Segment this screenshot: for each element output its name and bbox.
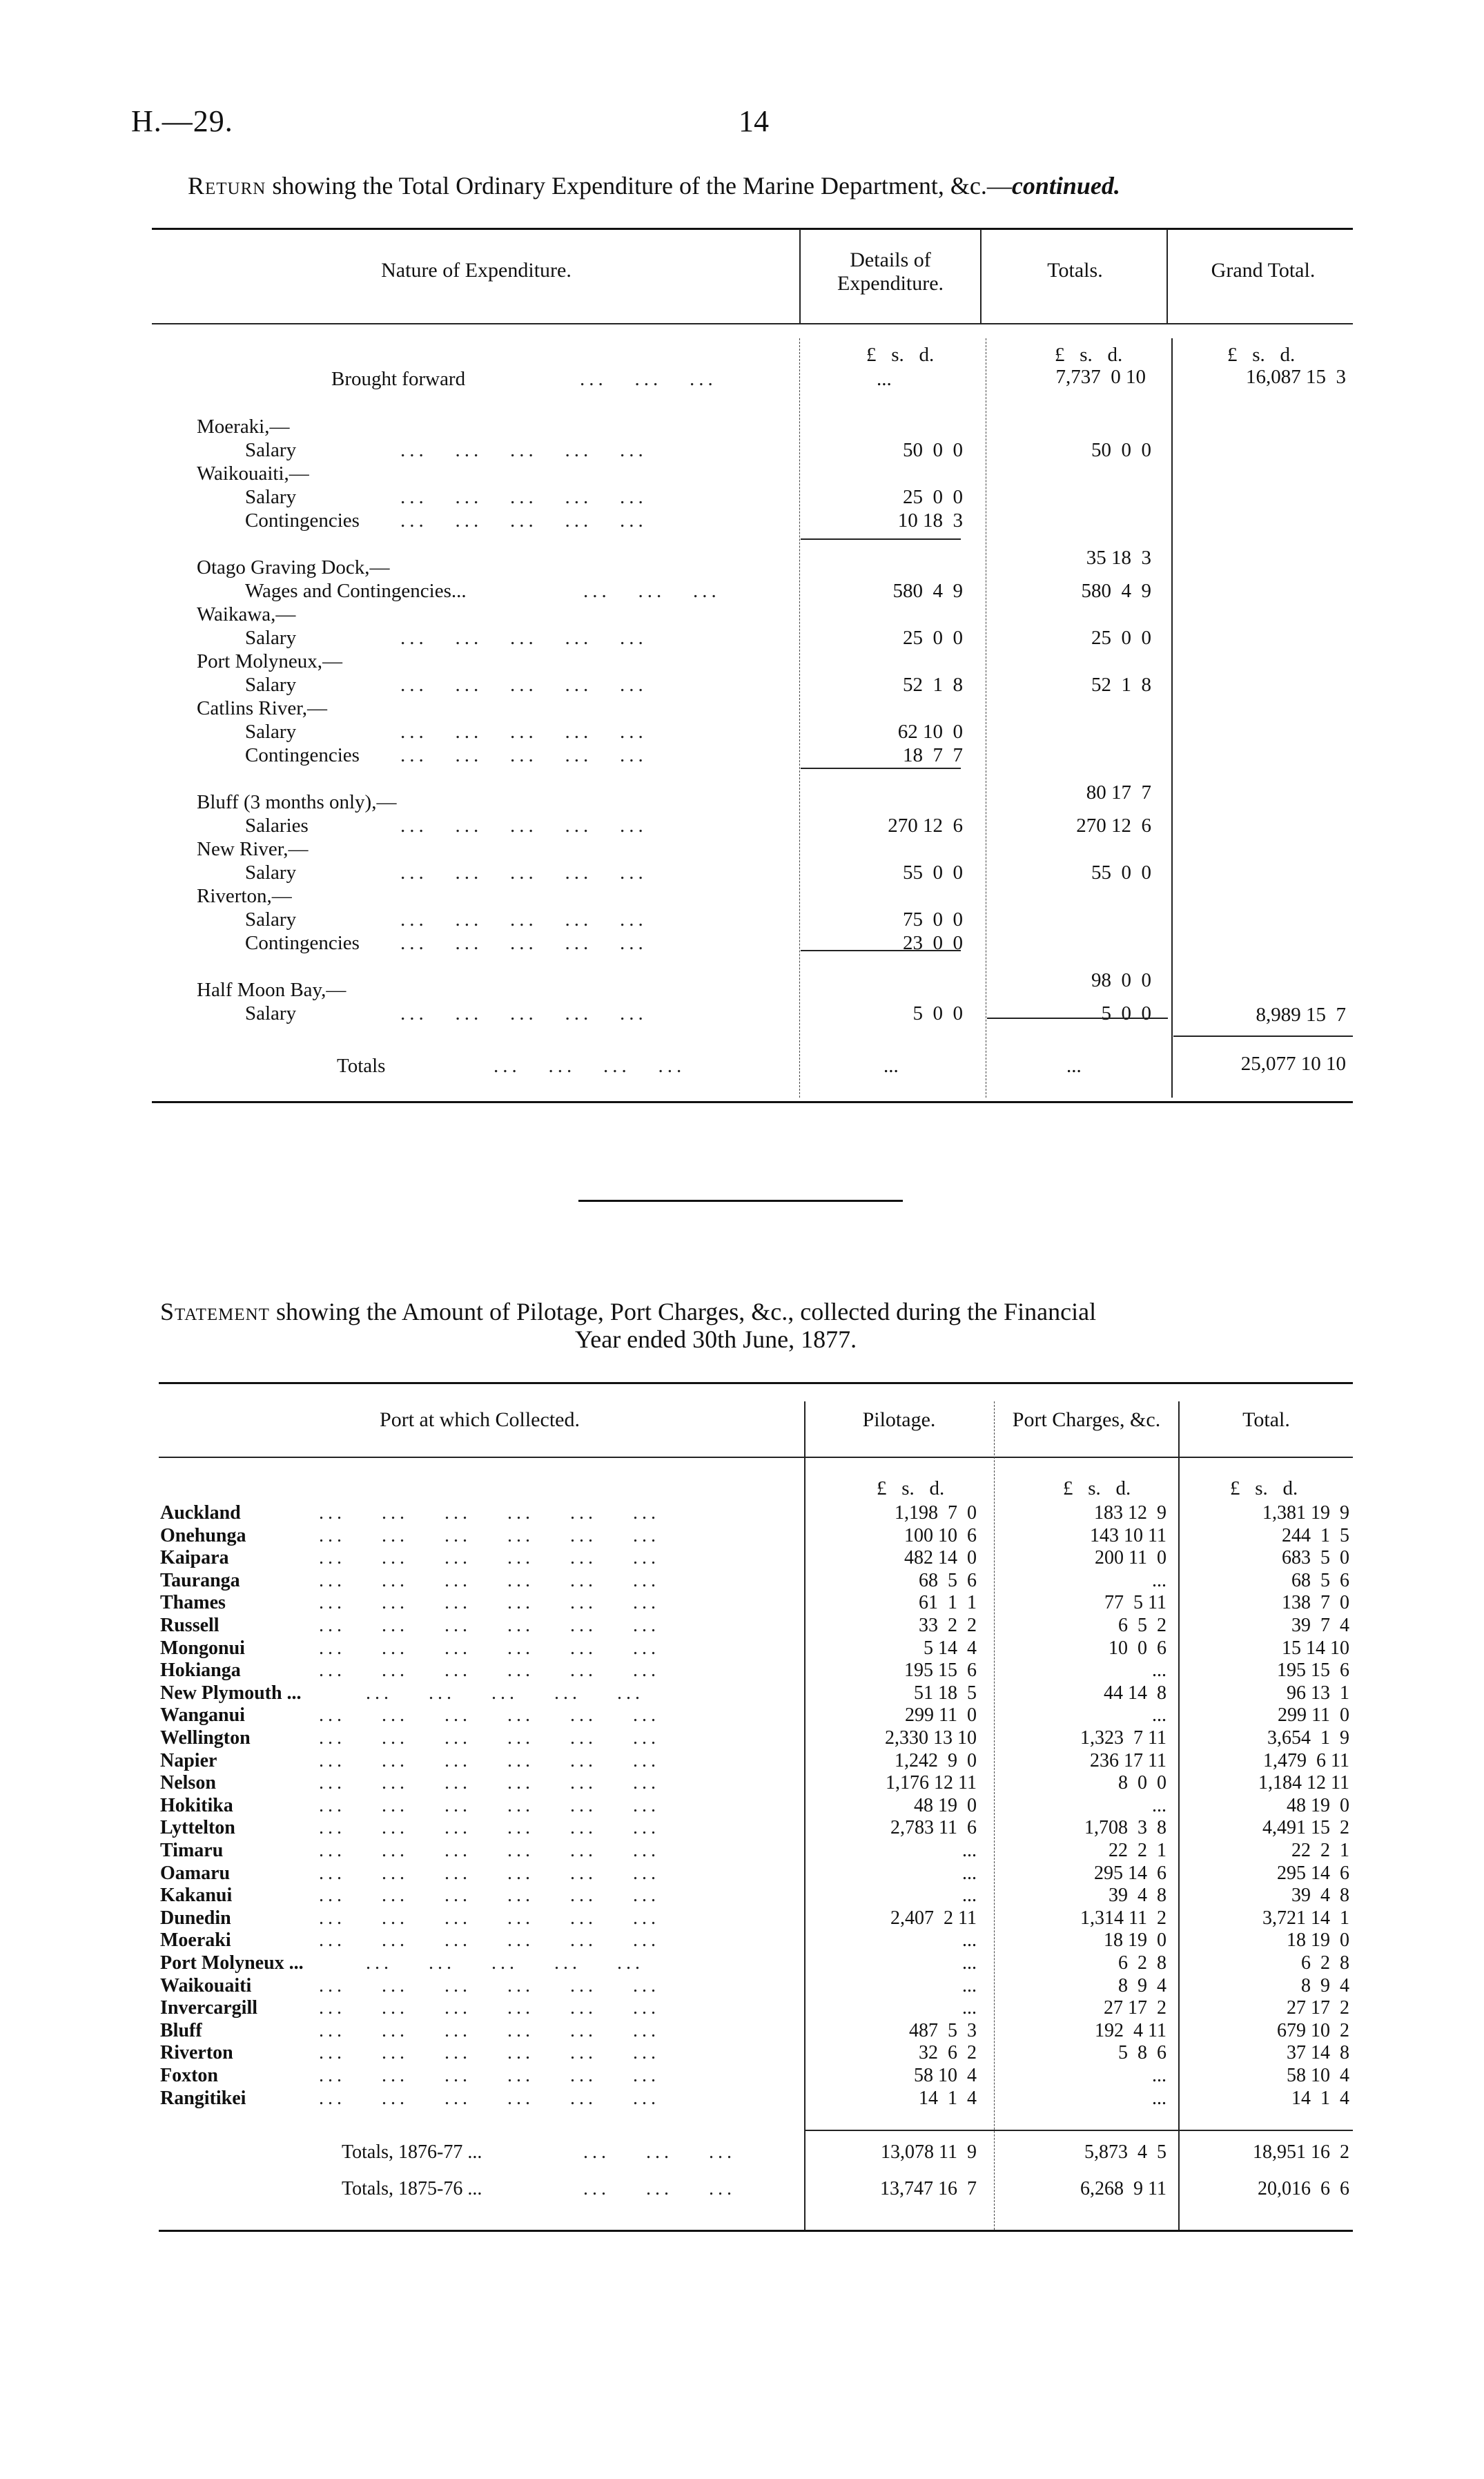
statement-col-divider-3	[1178, 1401, 1180, 2230]
brought-forward-details: ...	[877, 368, 892, 390]
leader-dots: ... ... ... ... ... ...	[319, 1997, 660, 2019]
leader-dots: ... ... ... ... ...	[400, 932, 647, 954]
statement-row-port: Auckland	[160, 1502, 241, 1524]
currency-pilotage: £ s. d.	[877, 1477, 945, 1499]
section-separator	[578, 1200, 903, 1202]
statement-totals-label: Totals, 1875-76 ...	[342, 2178, 482, 2199]
return-subrule-waikouaiti	[801, 538, 961, 540]
leader-dots: ... ... ... ... ... ...	[319, 1502, 660, 1524]
statement-row-total: 58 10 4	[1287, 2065, 1349, 2086]
statement-header-rule	[159, 1457, 1353, 1458]
return-row-details: 23 0 0	[903, 932, 963, 954]
statement-row-port: Timaru	[160, 1840, 224, 1861]
statement-row-port: Lyttelton	[160, 1817, 235, 1839]
return-row-label: Salary	[245, 1002, 297, 1024]
leader-dots: ... ... ... ... ... ...	[319, 1862, 660, 1884]
return-title-body: showing the Total Ordinary Expenditure of the Marine Department, &c.—	[266, 172, 1012, 200]
statement-row-total: 1,381 19 9	[1262, 1502, 1349, 1524]
currency-details: £ s. d.	[866, 344, 935, 366]
leader-dots: ... ... ... ... ... ...	[319, 1840, 660, 1861]
return-row-totals: 52 1 8	[1091, 674, 1151, 696]
return-row-label: Otago Graving Dock,—	[197, 556, 390, 579]
page-number: 14	[739, 104, 769, 138]
return-row-label: Port Molyneux,—	[197, 650, 343, 672]
statement-row-port: Rangitikei	[160, 2087, 246, 2109]
leader-dots: ... ... ... ... ... ...	[319, 1885, 660, 1907]
leader-dots: ... ... ... ... ... ...	[319, 1547, 660, 1569]
statement-row-pilotage: 32 6 2	[919, 2042, 977, 2064]
statement-row-total: 4,491 15 2	[1262, 1817, 1349, 1839]
leader-dots: ... ... ... ... ... ...	[319, 2065, 660, 2086]
statement-row-charges: 5 8 6	[1118, 2042, 1166, 2064]
statement-row-total: 39 7 4	[1291, 1615, 1349, 1636]
leader-dots: ... ... ... ... ... ...	[319, 1794, 660, 1816]
return-row-totals: 25 0 0	[1091, 627, 1151, 649]
statement-row-charges: ...	[1152, 1704, 1166, 1727]
statement-totals-charges: 6,268 9 11	[1080, 2178, 1166, 2199]
statement-row-charges: 44 14 8	[1104, 1682, 1166, 1704]
statement-row-total: 27 17 2	[1287, 1997, 1349, 2019]
statement-row-charges: 8 0 0	[1118, 1772, 1166, 1794]
statement-totals-label: Totals, 1876-77 ...	[342, 2141, 482, 2163]
return-grand-subrule	[1173, 1036, 1353, 1037]
return-col-divider-3	[1166, 229, 1168, 323]
return-row-totals: 55 0 0	[1091, 862, 1151, 884]
statement-row-charges: 6 2 8	[1118, 1952, 1166, 1974]
statement-row-total: 679 10 2	[1277, 2019, 1349, 2041]
statement-totals-pilotage: 13,078 11 9	[881, 2141, 977, 2163]
statement-row-pilotage: ...	[962, 1840, 977, 1861]
return-row-label: Salary	[245, 627, 297, 649]
statement-row-pilotage: ...	[962, 1997, 977, 2019]
currency-charges: £ s. d.	[1063, 1477, 1131, 1499]
leader-dots: ... ... ...	[580, 368, 717, 390]
statement-row-total: 37 14 8	[1287, 2042, 1349, 2064]
return-row-details: 75 0 0	[903, 908, 963, 931]
statement-title-line1: showing the Amount of Pilotage, Port Charges, &c., collected during the Financial	[269, 1298, 1097, 1325]
leader-dots: ... ... ... ... ... ...	[319, 1592, 660, 1614]
leader-dots: ... ... ... ... ...	[400, 815, 647, 837]
return-row-details: 55 0 0	[903, 862, 963, 884]
statement-row-charges: ...	[1152, 2087, 1166, 2109]
statement-row-pilotage: ...	[962, 1974, 977, 1996]
return-row-label: Contingencies	[245, 744, 360, 766]
statement-row-pilotage: 299 11 0	[905, 1704, 977, 1727]
statement-row-total: 18 19 0	[1287, 1929, 1349, 1952]
statement-row-pilotage: 48 19 0	[914, 1794, 977, 1816]
statement-row-pilotage: 61 1 1	[919, 1592, 977, 1614]
leader-dots: ... ... ... ... ... ...	[319, 1929, 660, 1952]
return-title-prefix: Return	[188, 172, 266, 200]
col-grand-total: Grand Total.	[1211, 259, 1316, 282]
statement-row-pilotage: ...	[962, 1929, 977, 1952]
leader-dots: ... ... ...	[583, 2141, 736, 2163]
statement-row-charges: 1,708 3 8	[1084, 1817, 1166, 1839]
leader-dots: ... ... ...	[583, 2178, 736, 2199]
statement-row-port: Foxton	[160, 2065, 218, 2086]
statement-row-charges: 39 4 8	[1109, 1885, 1166, 1907]
leader-dots: ... ... ... ... ... ...	[319, 2042, 660, 2064]
return-subtotal-grand: 8,989 15 7	[1256, 1004, 1346, 1026]
statement-row-pilotage: 51 18 5	[914, 1682, 977, 1704]
return-row-label: Waikawa,—	[197, 603, 296, 625]
document-reference: H.—29.	[131, 104, 233, 138]
statement-row-total: 1,479 6 11	[1263, 1749, 1349, 1771]
return-row-details: 25 0 0	[903, 627, 963, 649]
statement-row-charges: 1,323 7 11	[1080, 1727, 1166, 1749]
statement-row-charges: ...	[1152, 1660, 1166, 1682]
statement-title	[160, 1298, 1354, 1353]
col-total: Total.	[1242, 1408, 1290, 1431]
return-row-label: Catlins River,—	[197, 697, 327, 719]
col-port-collected: Port at which Collected.	[380, 1408, 580, 1431]
return-title-suffix: continued.	[1011, 172, 1120, 200]
return-row-details: 10 18 3	[897, 509, 963, 532]
statement-row-total: 244 1 5	[1282, 1524, 1349, 1546]
col-details-of-expenditure: Details of Expenditure.	[837, 249, 944, 295]
leader-dots: ... ... ... ... ...	[400, 674, 647, 696]
statement-row-total: 1,184 12 11	[1258, 1772, 1349, 1794]
leader-dots: ... ... ... ... ...	[400, 486, 647, 508]
statement-row-port: Port Molyneux ...	[160, 1952, 304, 1974]
statement-row-port: Dunedin	[160, 1907, 231, 1929]
return-row-details: 270 12 6	[888, 815, 963, 837]
currency-grand: £ s. d.	[1227, 344, 1296, 366]
statement-row-charges: 8 9 4	[1118, 1974, 1166, 1996]
return-row-label: Riverton,—	[197, 885, 292, 907]
return-row-label: Contingencies	[245, 509, 360, 532]
return-row-totals: 5 0 0	[1101, 1002, 1151, 1024]
statement-row-port: Thames	[160, 1592, 226, 1614]
leader-dots: ... ... ... ... ... ...	[319, 1637, 660, 1659]
leader-dots: ... ... ... ... ... ...	[319, 1974, 660, 1996]
statement-row-charges: 236 17 11	[1090, 1749, 1166, 1771]
leader-dots: ... ... ... ... ... ...	[319, 1615, 660, 1636]
statement-row-total: 68 5 6	[1291, 1569, 1349, 1591]
return-bottom-rule	[152, 1101, 1353, 1103]
return-totals-grand: 25,077 10 10	[1240, 1053, 1346, 1075]
statement-row-pilotage: 1,198 7 0	[895, 1502, 977, 1524]
statement-top-rule	[159, 1382, 1353, 1384]
return-row-details: 52 1 8	[903, 674, 963, 696]
statement-row-pilotage: 482 14 0	[904, 1547, 977, 1569]
statement-totals-pilotage: 13,747 16 7	[880, 2178, 977, 2199]
statement-row-pilotage: ...	[962, 1885, 977, 1907]
statement-row-port: Nelson	[160, 1772, 216, 1794]
statement-row-charges: 1,314 11 2	[1080, 1907, 1166, 1929]
statement-row-port: Bluff	[160, 2019, 202, 2041]
return-col-divider-2	[980, 229, 982, 323]
statement-row-port: Russell	[160, 1615, 219, 1636]
statement-row-total: 6 2 8	[1301, 1952, 1349, 1974]
statement-row-port: Hokianga	[160, 1660, 241, 1682]
statement-row-port: Kakanui	[160, 1885, 233, 1907]
statement-row-charges: ...	[1152, 1569, 1166, 1591]
leader-dots: ... ... ... ... ... ...	[319, 1660, 660, 1682]
return-header-rule	[152, 323, 1353, 324]
return-row-label: Salary	[245, 674, 297, 696]
return-title	[188, 171, 1120, 200]
leader-dots: ... ... ...	[583, 580, 721, 602]
return-row-label: Waikouaiti,—	[197, 463, 309, 485]
statement-row-port: Riverton	[160, 2042, 233, 2064]
statement-row-port: Waikouaiti	[160, 1974, 252, 1996]
leader-dots: ... ... ... ... ... ...	[319, 2087, 660, 2109]
statement-row-pilotage: 2,783 11 6	[890, 1817, 977, 1839]
statement-row-charges: 200 11 0	[1095, 1547, 1166, 1569]
statement-row-total: 15 14 10	[1282, 1637, 1349, 1659]
statement-row-total: 295 14 6	[1277, 1862, 1349, 1884]
statement-row-port: Napier	[160, 1749, 217, 1771]
leader-dots: ... ... ... ... ... ...	[319, 1569, 660, 1591]
statement-row-pilotage: 14 1 4	[919, 2087, 977, 2109]
col-pilotage: Pilotage.	[862, 1408, 936, 1431]
statement-row-charges: 18 19 0	[1104, 1929, 1166, 1952]
currency-total: £ s. d.	[1230, 1477, 1298, 1499]
statement-row-charges: 27 17 2	[1104, 1997, 1166, 2019]
leader-dots: ... ... ... ... ...	[400, 509, 647, 532]
return-row-label: Salary	[245, 908, 297, 931]
leader-dots: ... ... ... ... ... ...	[319, 1907, 660, 1929]
statement-row-charges: 77 5 11	[1104, 1592, 1166, 1614]
statement-row-pilotage: 100 10 6	[904, 1524, 977, 1546]
statement-row-total: 8 9 4	[1301, 1974, 1349, 1996]
statement-row-port: Wanganui	[160, 1704, 245, 1727]
statement-row-pilotage: 487 5 3	[909, 2019, 977, 2041]
currency-totals: £ s. d.	[1055, 344, 1123, 366]
return-row-label: New River,—	[197, 838, 309, 860]
statement-row-port: New Plymouth ...	[160, 1682, 302, 1704]
return-row-label: Half Moon Bay,—	[197, 979, 346, 1001]
return-row-label: Salary	[245, 862, 297, 884]
return-row-label: Salaries	[245, 815, 309, 837]
statement-row-port: Moeraki	[160, 1929, 231, 1952]
return-row-label: Salary	[245, 439, 297, 461]
return-top-rule	[152, 228, 1353, 230]
statement-row-charges: 22 2 1	[1109, 1840, 1166, 1861]
leader-dots: ... ... ... ... ...	[400, 627, 647, 649]
leader-dots: ... ... ... ... ... ...	[319, 2019, 660, 2041]
statement-row-pilotage: 1,176 12 11	[886, 1772, 977, 1794]
leader-dots: ... ... ... ... ... ...	[319, 1524, 660, 1546]
statement-row-charges: ...	[1152, 2065, 1166, 2086]
statement-row-pilotage: 68 5 6	[919, 1569, 977, 1591]
statement-row-pilotage: 58 10 4	[914, 2065, 977, 2086]
return-row-label: Moeraki,—	[197, 416, 290, 438]
return-body-divider-3	[1171, 338, 1173, 1098]
return-row-label: Salary	[245, 721, 297, 743]
statement-row-charges: 295 14 6	[1094, 1862, 1166, 1884]
statement-totals-rule	[804, 2130, 1353, 2131]
return-row-label: Contingencies	[245, 932, 360, 954]
statement-totals-charges: 5,873 4 5	[1084, 2141, 1166, 2163]
statement-row-pilotage: 2,407 2 11	[890, 1907, 977, 1929]
return-row-totals: 580 4 9	[1081, 580, 1151, 602]
leader-dots: ... ... ... ... ...	[400, 721, 647, 743]
statement-bottom-rule	[159, 2230, 1353, 2232]
return-row-details: 25 0 0	[903, 486, 963, 508]
col-nature-of-expenditure: Nature of Expenditure.	[381, 259, 572, 282]
statement-row-total: 96 13 1	[1287, 1682, 1349, 1704]
leader-dots: ... ... ... ... ...	[400, 862, 647, 884]
statement-totals-total: 18,951 16 2	[1253, 2141, 1349, 2163]
statement-title-prefix: Statement	[160, 1298, 270, 1325]
brought-forward-grand: 16,087 15 3	[1246, 366, 1346, 388]
return-body-divider-1	[799, 338, 800, 1098]
return-row-label: Bluff (3 months only),—	[197, 791, 397, 813]
return-subrule-catlins	[801, 768, 961, 769]
statement-row-port: Oamaru	[160, 1862, 231, 1884]
statement-row-charges: ...	[1152, 1794, 1166, 1816]
col-port-charges: Port Charges, &c.	[1012, 1408, 1161, 1431]
leader-dots: ... ... ... ... ...	[400, 908, 647, 931]
statement-row-pilotage: ...	[962, 1862, 977, 1884]
statement-row-charges: 6 5 2	[1118, 1615, 1166, 1636]
return-row-details: 580 4 9	[892, 580, 963, 602]
leader-dots: ... ... ... ... ... ...	[319, 1772, 660, 1794]
statement-title-line2: Year ended 30th June, 1877.	[574, 1325, 857, 1353]
return-row-details: 5 0 0	[912, 1002, 963, 1024]
statement-row-port: Invercargill	[160, 1997, 258, 2019]
brought-forward-totals: 7,737 0 10	[1055, 366, 1146, 388]
leader-dots: ... ... ... ... ...	[366, 1952, 644, 1974]
statement-totals-total: 20,016 6 6	[1258, 2178, 1349, 2199]
statement-row-charges: 183 12 9	[1094, 1502, 1166, 1524]
return-totals-label: Totals	[337, 1055, 386, 1077]
leader-dots: ... ... ... ... ...	[400, 744, 647, 766]
statement-row-port: Hokitika	[160, 1794, 233, 1816]
return-row-details: 62 10 0	[897, 721, 963, 743]
statement-row-total: 683 5 0	[1282, 1547, 1349, 1569]
statement-row-total: 22 2 1	[1291, 1840, 1349, 1861]
statement-row-charges: 192 4 11	[1095, 2019, 1166, 2041]
statement-row-port: Tauranga	[160, 1569, 240, 1591]
statement-row-total: 14 1 4	[1291, 2087, 1349, 2109]
leader-dots: ... ... ... ... ...	[400, 1002, 647, 1024]
statement-row-total: 138 7 0	[1282, 1592, 1349, 1614]
return-row-totals: 270 12 6	[1076, 815, 1151, 837]
leader-dots: ... ... ... ... ... ...	[319, 1704, 660, 1727]
return-row-totals: 98 0 0	[1091, 969, 1151, 991]
statement-row-pilotage: 33 2 2	[919, 1615, 977, 1636]
return-row-label: Salary	[245, 486, 297, 508]
statement-col-divider-1	[804, 1401, 806, 2230]
statement-row-port: Onehunga	[160, 1524, 246, 1546]
return-row-totals: 35 18 3	[1086, 547, 1151, 569]
statement-row-port: Kaipara	[160, 1547, 229, 1569]
return-totals-details: ...	[883, 1055, 899, 1077]
statement-row-pilotage: 5 14 4	[924, 1637, 977, 1659]
statement-row-charges: 10 0 6	[1109, 1637, 1166, 1659]
statement-row-port: Mongonui	[160, 1637, 245, 1659]
statement-row-total: 48 19 0	[1287, 1794, 1349, 1816]
statement-row-total: 299 11 0	[1278, 1704, 1349, 1727]
statement-row-total: 3,721 14 1	[1262, 1907, 1349, 1929]
statement-row-port: Wellington	[160, 1727, 251, 1749]
return-row-totals: 50 0 0	[1091, 439, 1151, 461]
statement-row-total: 3,654 1 9	[1267, 1727, 1349, 1749]
return-row-label: Wages and Contingencies...	[245, 580, 467, 602]
brought-forward-label: Brought forward	[331, 368, 466, 390]
return-subrule-totals	[987, 1018, 1168, 1019]
return-row-details: 50 0 0	[903, 439, 963, 461]
leader-dots: ... ... ... ... ... ...	[319, 1817, 660, 1839]
return-subrule-riverton	[801, 950, 961, 951]
statement-row-charges: 143 10 11	[1090, 1524, 1166, 1546]
statement-row-pilotage: ...	[962, 1952, 977, 1974]
leader-dots: ... ... ... ... ...	[366, 1682, 644, 1704]
statement-row-total: 39 4 8	[1291, 1885, 1349, 1907]
leader-dots: ... ... ... ... ... ...	[319, 1727, 660, 1749]
statement-col-divider-2	[994, 1401, 995, 2230]
return-row-totals: 80 17 7	[1086, 781, 1151, 804]
statement-row-pilotage: 2,330 13 10	[885, 1727, 977, 1749]
return-row-details: 18 7 7	[903, 744, 963, 766]
leader-dots: ... ... ... ... ... ...	[319, 1749, 660, 1771]
statement-row-pilotage: 1,242 9 0	[895, 1749, 977, 1771]
col-totals: Totals.	[1047, 259, 1103, 282]
statement-row-pilotage: 195 15 6	[904, 1660, 977, 1682]
leader-dots: ... ... ... ...	[494, 1055, 686, 1077]
leader-dots: ... ... ... ... ...	[400, 439, 647, 461]
return-totals-totals: ...	[1066, 1055, 1082, 1077]
statement-row-total: 195 15 6	[1277, 1660, 1349, 1682]
